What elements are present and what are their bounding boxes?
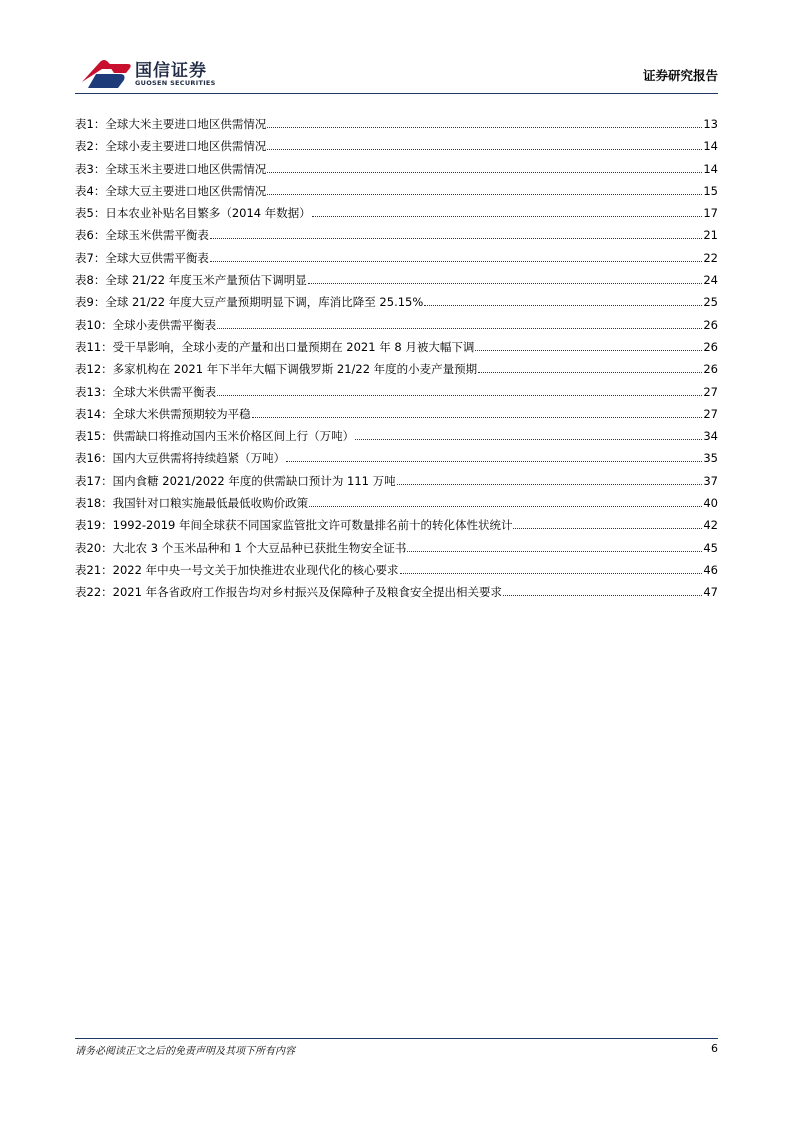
toc-dot-leader bbox=[513, 514, 702, 529]
toc-dot-leader bbox=[267, 113, 702, 128]
toc-dot-leader bbox=[267, 135, 702, 150]
toc-dot-leader bbox=[210, 247, 703, 262]
toc-entry-title: 国内大豆供需将持续趋紧（万吨） bbox=[112, 451, 286, 466]
toc-entry[interactable] bbox=[75, 470, 718, 492]
toc-entry[interactable] bbox=[75, 559, 718, 581]
toc-entry-label: 表20： bbox=[75, 540, 113, 555]
toc-entry-label: 表8： bbox=[75, 273, 106, 288]
toc-entry-page: 26 bbox=[703, 317, 718, 332]
toc-entry-label: 表13： bbox=[75, 384, 113, 399]
toc-entry-page: 13 bbox=[703, 117, 718, 131]
toc-entry-page: 14 bbox=[703, 139, 718, 154]
toc-entry-label: 表3： bbox=[75, 161, 106, 176]
toc-entry-title: 国内食糖 2021/2022 年度的供需缺口预计为 111 万吨 bbox=[112, 473, 396, 488]
toc-entry[interactable] bbox=[75, 492, 718, 514]
toc-entry-title: 大北农 3 个玉米品种和 1 个大豆品种已获批生物安全证书 bbox=[112, 540, 407, 555]
toc-entry-title: 全球 21/22 年度玉米产量预估下调明显 bbox=[105, 273, 307, 288]
toc-entry-title: 2021 年各省政府工作报告均对乡村振兴及保障种子及粮食安全提出相关要求 bbox=[112, 585, 503, 600]
guosen-logo-icon bbox=[78, 56, 134, 90]
toc-dot-leader bbox=[252, 403, 703, 418]
toc-entry-title: 2022 年中央一号文关于加快推进农业现代化的核心要求 bbox=[112, 562, 399, 577]
header-divider bbox=[75, 93, 718, 94]
toc-dot-leader bbox=[217, 381, 702, 396]
toc-entry-label: 表17： bbox=[75, 473, 113, 488]
table-of-contents bbox=[75, 113, 718, 604]
toc-entry[interactable] bbox=[75, 202, 718, 224]
toc-entry-title: 我国针对口粮实施最低最低收购价政策 bbox=[112, 496, 309, 511]
toc-entry-label: 表10： bbox=[75, 317, 113, 332]
toc-entry-page: 21 bbox=[703, 228, 718, 243]
toc-entry[interactable] bbox=[75, 135, 718, 157]
toc-entry-label: 表21： bbox=[75, 562, 113, 577]
toc-entry-page: 40 bbox=[703, 496, 718, 511]
footer-divider bbox=[75, 1038, 718, 1039]
toc-entry-title: 全球大米主要进口地区供需情况 bbox=[105, 117, 267, 131]
toc-entry-title: 1992-2019 年间全球获不同国家监管批文许可数量排名前十的转化体性状统计 bbox=[112, 518, 513, 533]
toc-entry-label: 表14： bbox=[75, 406, 113, 421]
toc-entry-title: 多家机构在 2021 年下半年大幅下调俄罗斯 21/22 年度的小麦产量预期 bbox=[112, 362, 478, 377]
toc-entry-title: 供需缺口将推动国内玉米价格区间上行（万吨） bbox=[112, 429, 355, 444]
toc-entry-label: 表7： bbox=[75, 250, 106, 265]
toc-dot-leader bbox=[312, 202, 703, 217]
toc-entry-label: 表19： bbox=[75, 518, 113, 533]
toc-entry-page: 17 bbox=[703, 206, 718, 221]
toc-dot-leader bbox=[355, 425, 702, 440]
toc-entry-page: 34 bbox=[703, 429, 718, 444]
toc-entry[interactable] bbox=[75, 537, 718, 559]
toc-entry-page: 27 bbox=[703, 406, 718, 421]
toc-entry-title: 全球小麦供需平衡表 bbox=[112, 317, 217, 332]
toc-entry-label: 表16： bbox=[75, 451, 113, 466]
toc-entry-label: 表4： bbox=[75, 183, 106, 198]
toc-entry-label: 表5： bbox=[75, 206, 106, 221]
toc-entry-page: 26 bbox=[703, 362, 718, 377]
page-number: 6 bbox=[711, 1042, 718, 1055]
toc-entry-label: 表12： bbox=[75, 362, 113, 377]
disclaimer-note: 请务必阅读正文之后的免责声明及其项下所有内容 bbox=[75, 1046, 295, 1057]
toc-dot-leader bbox=[308, 269, 703, 284]
toc-entry-page: 37 bbox=[703, 473, 718, 488]
toc-dot-leader bbox=[309, 492, 702, 507]
toc-entry[interactable] bbox=[75, 291, 718, 313]
toc-entry-title: 全球大豆供需平衡表 bbox=[105, 250, 209, 265]
toc-entry-page: 25 bbox=[703, 295, 718, 310]
toc-entry-title: 全球玉米供需平衡表 bbox=[105, 228, 209, 243]
toc-entry-page: 42 bbox=[703, 518, 718, 533]
toc-entry[interactable] bbox=[75, 158, 718, 180]
toc-entry-page: 35 bbox=[703, 451, 718, 466]
toc-entry[interactable] bbox=[75, 314, 718, 336]
toc-entry[interactable] bbox=[75, 381, 718, 403]
report-type-label: 证券研究报告 bbox=[642, 68, 718, 83]
toc-entry-label: 表15： bbox=[75, 429, 113, 444]
toc-dot-leader bbox=[267, 180, 702, 195]
toc-entry-title: 全球 21/22 年度大豆产量预期明显下调，库消比降至 25.15% bbox=[105, 295, 424, 310]
toc-dot-leader bbox=[475, 336, 702, 351]
toc-entry[interactable] bbox=[75, 425, 718, 447]
guosen-logo bbox=[75, 54, 245, 94]
toc-entry-page: 15 bbox=[703, 183, 718, 198]
toc-entry-title: 受干旱影响，全球小麦的产量和出口量预期在 2021 年 8 月被大幅下调 bbox=[112, 339, 475, 354]
toc-dot-leader bbox=[267, 158, 702, 173]
toc-entry-page: 47 bbox=[703, 585, 718, 600]
toc-entry-page: 26 bbox=[703, 339, 718, 354]
toc-entry[interactable] bbox=[75, 113, 718, 135]
toc-entry-label: 表9： bbox=[75, 295, 106, 310]
toc-entry[interactable] bbox=[75, 581, 718, 603]
toc-entry-title: 全球大米供需预期较为平稳 bbox=[112, 406, 251, 421]
toc-dot-leader bbox=[424, 291, 702, 306]
logo-chinese-name: 国信证券 bbox=[135, 61, 207, 81]
toc-entry-title: 全球大米供需平衡表 bbox=[112, 384, 217, 399]
toc-entry-page: 22 bbox=[703, 250, 718, 265]
toc-entry-title: 全球大豆主要进口地区供需情况 bbox=[105, 183, 267, 198]
toc-entry-title: 日本农业补贴名目繁多（2014 年数据） bbox=[105, 206, 311, 221]
toc-entry[interactable] bbox=[75, 180, 718, 202]
toc-entry[interactable] bbox=[75, 224, 718, 246]
toc-entry-label: 表6： bbox=[75, 228, 106, 243]
toc-dot-leader bbox=[503, 581, 702, 596]
toc-entry[interactable] bbox=[75, 247, 718, 269]
toc-entry-page: 24 bbox=[703, 273, 718, 288]
toc-dot-leader bbox=[217, 314, 702, 329]
toc-entry-label: 表18： bbox=[75, 496, 113, 511]
logo-english-name: GUOSEN SECURITIES bbox=[135, 79, 216, 87]
page-header bbox=[75, 54, 718, 94]
toc-entry[interactable] bbox=[75, 358, 718, 380]
toc-entry[interactable] bbox=[75, 269, 718, 291]
toc-entry-page: 14 bbox=[703, 161, 718, 176]
toc-entry[interactable] bbox=[75, 336, 718, 358]
toc-entry-page: 46 bbox=[703, 562, 718, 577]
toc-dot-leader bbox=[407, 537, 702, 552]
toc-entry-label: 表11： bbox=[75, 339, 113, 354]
toc-entry-title: 全球小麦主要进口地区供需情况 bbox=[105, 139, 267, 154]
toc-entry-title: 全球玉米主要进口地区供需情况 bbox=[105, 161, 267, 176]
toc-dot-leader bbox=[397, 470, 703, 485]
toc-dot-leader bbox=[478, 358, 702, 373]
toc-entry-label: 表2： bbox=[75, 139, 106, 154]
toc-entry-label: 表22： bbox=[75, 585, 113, 600]
toc-entry-page: 27 bbox=[703, 384, 718, 399]
toc-entry[interactable] bbox=[75, 403, 718, 425]
toc-entry[interactable] bbox=[75, 447, 718, 469]
toc-entry-label: 表1： bbox=[75, 117, 106, 131]
toc-dot-leader bbox=[210, 224, 703, 239]
toc-dot-leader bbox=[400, 559, 703, 574]
toc-entry[interactable] bbox=[75, 514, 718, 536]
toc-dot-leader bbox=[286, 447, 702, 462]
toc-entry-page: 45 bbox=[703, 540, 718, 555]
